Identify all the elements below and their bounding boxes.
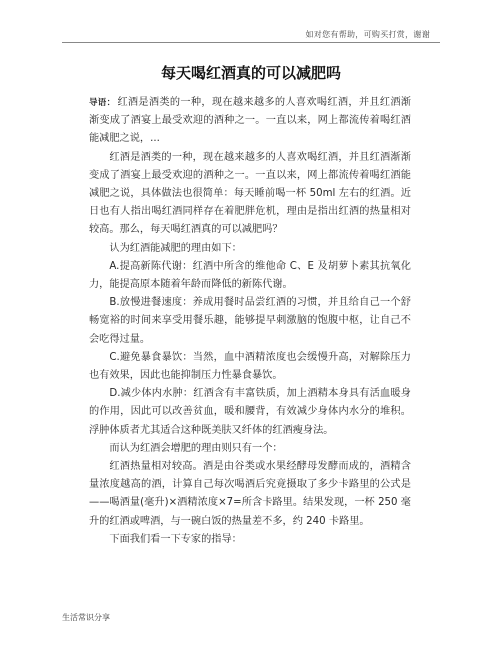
lead-text: 红酒是酒类的一种，现在越来越多的人喜欢喝红酒，并且红酒渐渐变成了酒宴上最受欢迎的酒种之一。一直以来，网上都流传着喝红酒能减肥之说，... (89, 97, 411, 145)
paragraph-counter-heading: 而认为红酒会增肥的理由则只有一个： (109, 442, 283, 454)
lead-label: 导语： (89, 98, 116, 108)
header-divider (62, 42, 440, 43)
paragraph-expert-intro: 下面我们看一下专家的指导： (109, 533, 242, 545)
document-title: 每天喝红酒真的可以减肥吗 (160, 64, 341, 82)
paragraph-reason-d: D.减少体内水肿：红酒含有丰富铁质，加上酒精本身具有活血暖身的作用，因此可以改善贫血，暖和腰背，有效减少身体内水分的堆积。浮肿体质者尤其适合这种既美肤又纤体的红酒瘦身法。 (89, 388, 411, 436)
header-note: 如对您有帮助，可购买打赏，谢谢 (305, 30, 430, 39)
document-body (89, 94, 411, 549)
paragraph-reason-b: B.放慢进餐速度：养成用餐时品尝红酒的习惯，并且给自己一个舒畅宽裕的时间来享受用餐乐趣，能够提早刺激脑的饱腹中枢，让自己不会吃得过量。 (89, 297, 411, 345)
lead-paragraph (89, 94, 411, 149)
paragraph-intro: 红酒是酒类的一种，现在越来越多的人喜欢喝红酒，并且红酒渐渐变成了酒宴上最受欢迎的酒种之一。一直以来，网上都流传着喝红酒能减肥之说，具体做法也很简单：每天睡前喝一杯 50ml 左右的红酒。近日也有人指出喝红酒同样存在着肥胖危机，理由是指出红酒的热量相对较高。那么，每天喝红酒真的可以减肥吗？ (89, 151, 411, 236)
paragraph-reason-c: C.避免暴食暴饮：当然，血中酒精浓度也会缓慢升高，对解除压力也有效果，因此也能抑制压力性暴食暴饮。 (89, 351, 411, 382)
paragraph-reason-a: A.提高新陈代谢：红酒中所含的维他命 C、E 及胡萝卜素其抗氧化力，能提高原本随着年龄而降低的新陈代谢。 (89, 260, 411, 291)
footer-text: 生活常识分享 (62, 613, 110, 622)
paragraph-calorie: 红酒热量相对较高。酒是由谷类或水果经酵母发酵而成的，酒精含量浓度越高的酒，计算自己每次喝酒后究竟摄取了多少卡路里的公式是——喝酒量(毫升)×酒精浓度×7=所含卡路里。结果发现，一杯 250 毫升的红酒或啤酒，与一碗白饭的热量差不多，约 240 卡路里。 (89, 461, 411, 527)
paragraph-reasons-heading: 认为红酒能减肥的理由如下： (109, 242, 242, 254)
